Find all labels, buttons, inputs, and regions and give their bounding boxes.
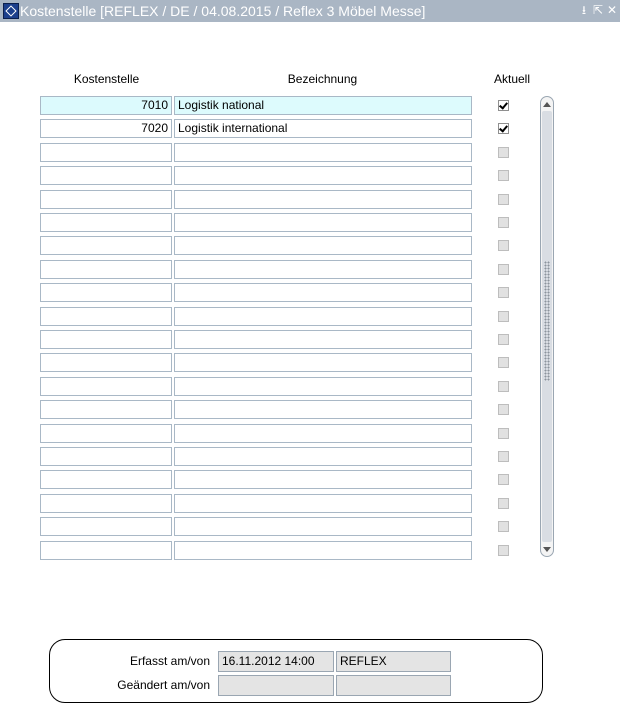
- erfasst-date-field[interactable]: 16.11.2012 14:00: [218, 651, 334, 672]
- aktuell-checkbox[interactable]: [498, 311, 509, 322]
- aktuell-checkbox[interactable]: [498, 217, 509, 228]
- aktuell-checkbox[interactable]: [498, 498, 509, 509]
- bezeichnung-cell[interactable]: [174, 400, 472, 419]
- geaendert-label: Geändert am/von: [117, 678, 210, 692]
- scroll-down-icon[interactable]: [542, 543, 552, 555]
- aktuell-checkbox[interactable]: [498, 287, 509, 298]
- bezeichnung-cell[interactable]: [174, 166, 472, 185]
- minimize-icon[interactable]: ⭳: [581, 3, 587, 17]
- kostenstelle-cell[interactable]: 7020: [40, 119, 172, 138]
- geaendert-user-field[interactable]: [336, 675, 451, 696]
- kostenstelle-cell[interactable]: [40, 330, 172, 349]
- aktuell-checkbox[interactable]: [498, 100, 509, 111]
- geaendert-date-field[interactable]: [218, 675, 334, 696]
- bezeichnung-cell[interactable]: [174, 330, 472, 349]
- aktuell-checkbox[interactable]: [498, 521, 509, 532]
- erfasst-label: Erfasst am/von: [129, 654, 210, 668]
- bezeichnung-cell[interactable]: [174, 236, 472, 255]
- kostenstelle-cell[interactable]: [40, 283, 172, 302]
- aktuell-checkbox[interactable]: [498, 404, 509, 415]
- aktuell-checkbox[interactable]: [498, 545, 509, 556]
- maximize-icon[interactable]: ⇱: [592, 3, 604, 17]
- kostenstelle-cell[interactable]: [40, 470, 172, 489]
- bezeichnung-cell[interactable]: [174, 307, 472, 326]
- kostenstelle-cell[interactable]: [40, 424, 172, 443]
- bezeichnung-cell[interactable]: [174, 213, 472, 232]
- bezeichnung-cell[interactable]: [174, 494, 472, 513]
- aktuell-checkbox[interactable]: [498, 123, 509, 134]
- bezeichnung-cell[interactable]: Logistik international: [174, 119, 472, 138]
- kostenstelle-cell[interactable]: [40, 541, 172, 560]
- bezeichnung-cell[interactable]: [174, 377, 472, 396]
- aktuell-checkbox[interactable]: [498, 334, 509, 345]
- bezeichnung-cell[interactable]: [174, 260, 472, 279]
- kostenstelle-cell[interactable]: [40, 353, 172, 372]
- close-icon[interactable]: ✕: [606, 3, 618, 17]
- bezeichnung-cell[interactable]: [174, 143, 472, 162]
- bezeichnung-cell[interactable]: [174, 190, 472, 209]
- bezeichnung-cell[interactable]: [174, 447, 472, 466]
- header-bezeichnung: Bezeichnung: [287, 72, 358, 86]
- vertical-scrollbar[interactable]: [540, 96, 554, 557]
- aktuell-checkbox[interactable]: [498, 357, 509, 368]
- audit-panel: [49, 639, 543, 703]
- title-bar: [0, 0, 620, 22]
- bezeichnung-cell[interactable]: [174, 353, 472, 372]
- header-aktuell: Aktuell: [493, 72, 531, 86]
- aktuell-checkbox[interactable]: [498, 474, 509, 485]
- bezeichnung-cell[interactable]: [174, 541, 472, 560]
- erfasst-user-field[interactable]: REFLEX: [336, 651, 451, 672]
- bezeichnung-cell[interactable]: Logistik national: [174, 96, 472, 115]
- aktuell-checkbox[interactable]: [498, 170, 509, 181]
- aktuell-checkbox[interactable]: [498, 240, 509, 251]
- aktuell-checkbox[interactable]: [498, 264, 509, 275]
- window-title: Kostenstelle [REFLEX / DE / 04.08.2015 / Reflex 3 Möbel Messe]: [20, 3, 426, 19]
- bezeichnung-cell[interactable]: [174, 517, 472, 536]
- aktuell-checkbox[interactable]: [498, 194, 509, 205]
- scroll-up-icon[interactable]: [542, 98, 552, 110]
- kostenstelle-cell[interactable]: [40, 260, 172, 279]
- kostenstelle-cell[interactable]: [40, 166, 172, 185]
- kostenstelle-cell[interactable]: [40, 447, 172, 466]
- kostenstelle-cell[interactable]: [40, 307, 172, 326]
- kostenstelle-cell[interactable]: [40, 190, 172, 209]
- kostenstelle-cell[interactable]: [40, 143, 172, 162]
- bezeichnung-cell[interactable]: [174, 424, 472, 443]
- kostenstelle-cell[interactable]: [40, 494, 172, 513]
- kostenstelle-cell[interactable]: [40, 213, 172, 232]
- aktuell-checkbox[interactable]: [498, 147, 509, 158]
- kostenstelle-cell[interactable]: [40, 400, 172, 419]
- aktuell-checkbox[interactable]: [498, 428, 509, 439]
- kostenstelle-cell[interactable]: [40, 517, 172, 536]
- aktuell-checkbox[interactable]: [498, 451, 509, 462]
- scrollbar-thumb[interactable]: [542, 111, 552, 542]
- app-icon: [3, 3, 19, 19]
- bezeichnung-cell[interactable]: [174, 470, 472, 489]
- kostenstelle-cell[interactable]: [40, 377, 172, 396]
- kostenstelle-cell[interactable]: [40, 236, 172, 255]
- aktuell-checkbox[interactable]: [498, 381, 509, 392]
- header-kostenstelle: Kostenstelle: [73, 72, 140, 86]
- bezeichnung-cell[interactable]: [174, 283, 472, 302]
- kostenstelle-cell[interactable]: 7010: [40, 96, 172, 115]
